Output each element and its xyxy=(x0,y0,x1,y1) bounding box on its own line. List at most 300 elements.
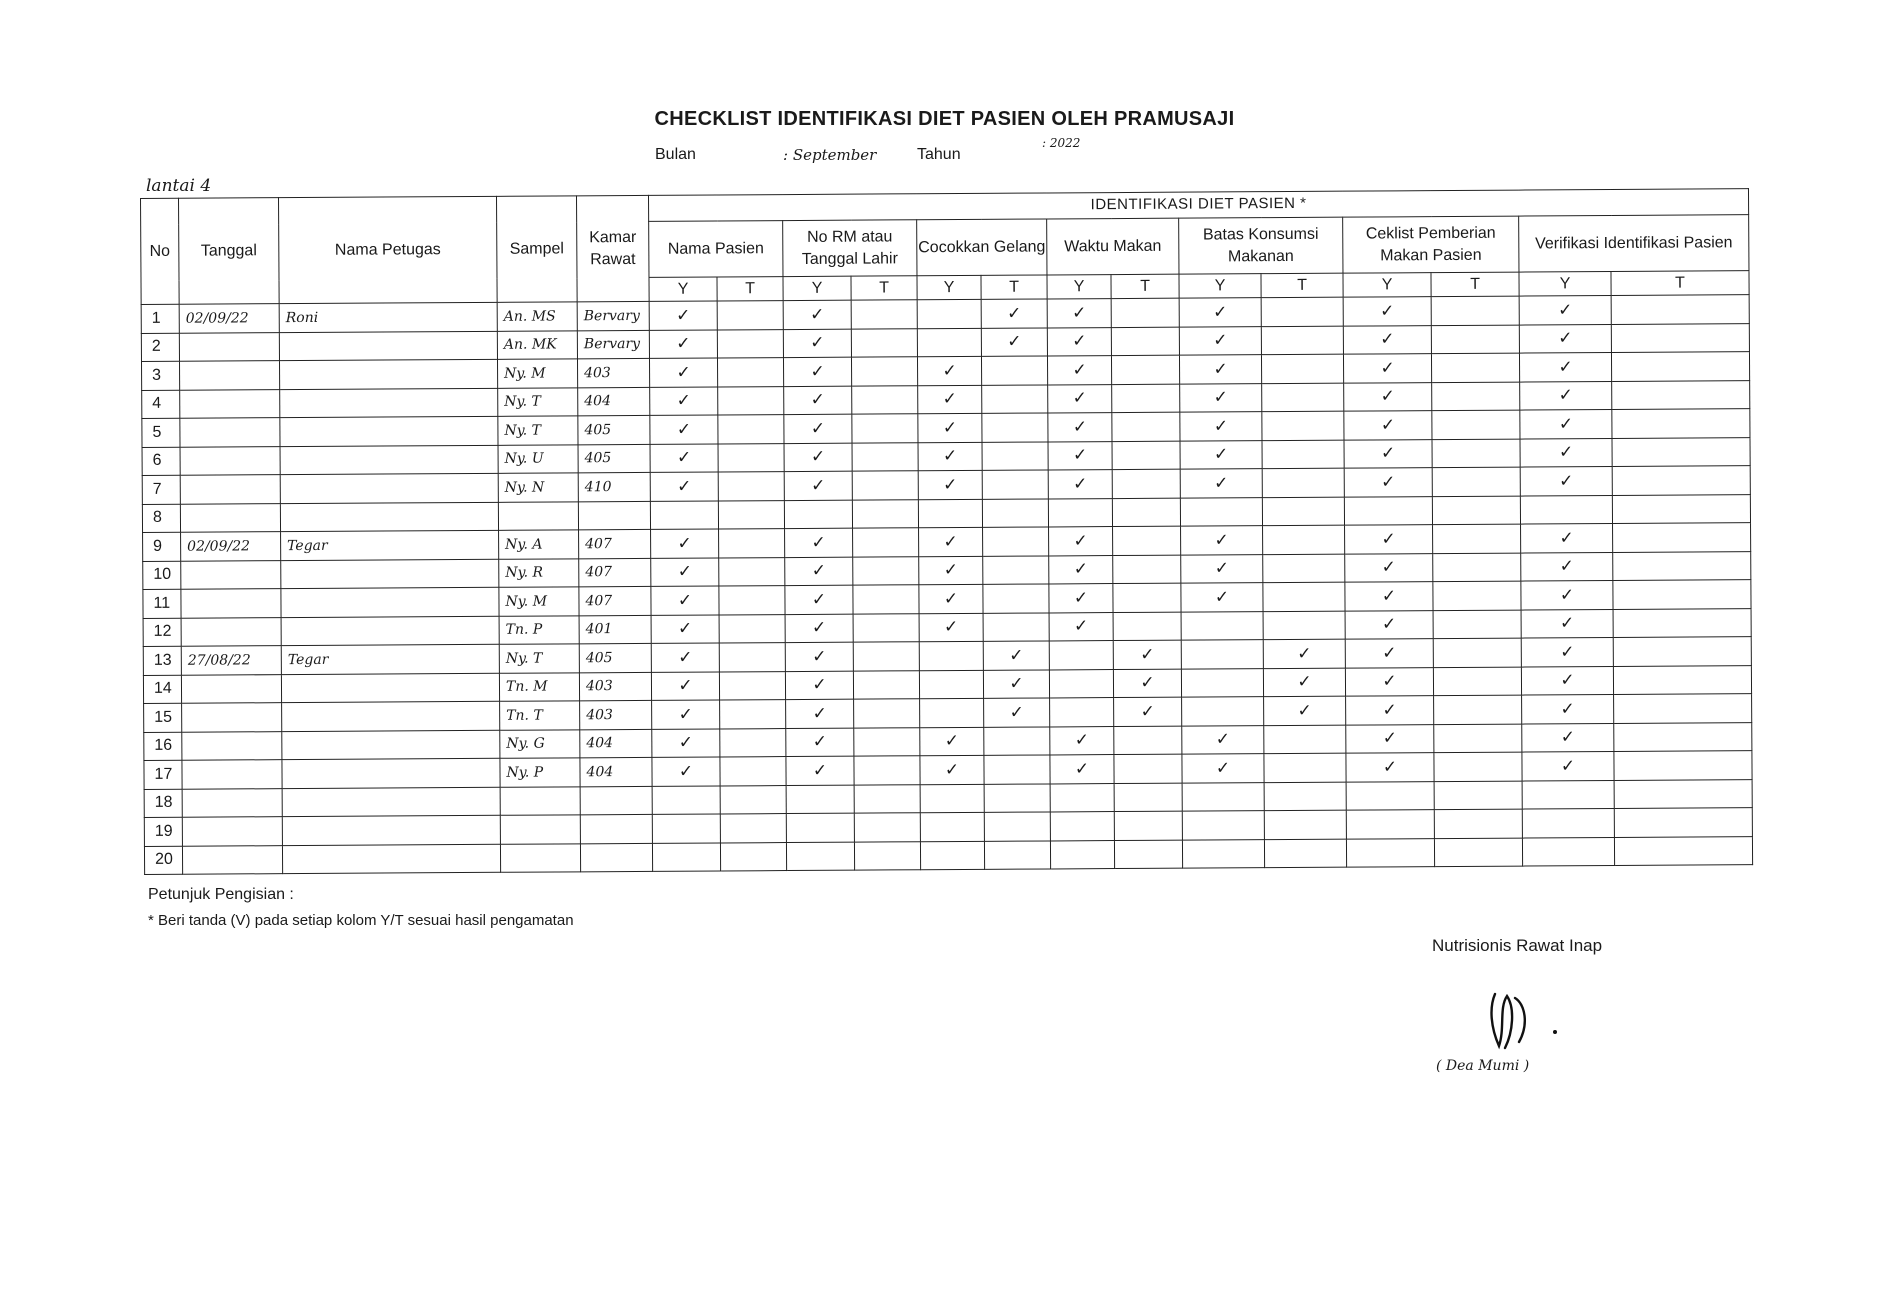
check-cell-y xyxy=(1049,555,1113,584)
check-mark-icon: ✓ xyxy=(1560,755,1576,776)
check-mark-icon: ✓ xyxy=(810,333,825,353)
bulan-label: Bulan xyxy=(655,146,696,163)
check-mark-icon: ✓ xyxy=(1380,329,1395,349)
row-sample: Tn. P xyxy=(499,615,579,644)
row-sample xyxy=(500,786,580,815)
check-mark-icon: ✓ xyxy=(942,446,958,466)
check-cell-t xyxy=(1614,751,1752,780)
check-mark-icon: ✓ xyxy=(1381,472,1396,492)
check-cell-y xyxy=(1521,524,1613,553)
check-cell-t xyxy=(719,671,785,700)
check-cell-y xyxy=(1048,441,1112,470)
check-cell-y xyxy=(1048,470,1112,499)
row-sample: Ny. T xyxy=(498,387,578,416)
check-mark-icon: ✓ xyxy=(678,732,694,752)
bulan-value: : September xyxy=(783,146,877,164)
check-cell-t xyxy=(1612,409,1750,438)
check-cell-y xyxy=(1343,297,1431,326)
check-cell-y xyxy=(1050,755,1114,784)
check-cell-t xyxy=(1111,355,1179,384)
header-criterion: Batas Konsumsi Makanan xyxy=(1179,217,1343,274)
check-cell-t xyxy=(1432,410,1520,439)
check-cell-t xyxy=(1263,668,1345,697)
check-mark-icon: ✓ xyxy=(1559,584,1575,605)
check-cell-y xyxy=(784,443,852,472)
check-cell-y xyxy=(1346,810,1434,839)
check-cell-y xyxy=(1345,610,1433,639)
check-mark-icon: ✓ xyxy=(1007,303,1022,323)
check-cell-t xyxy=(983,669,1049,698)
check-cell-t xyxy=(1433,524,1521,553)
header-y: Y xyxy=(783,276,851,300)
row-date xyxy=(180,418,280,447)
check-cell-y xyxy=(1181,526,1263,555)
check-cell-t xyxy=(720,728,786,757)
check-mark-icon: ✓ xyxy=(1382,643,1397,663)
check-cell-y xyxy=(1344,496,1432,525)
check-cell-t xyxy=(1263,639,1345,668)
check-cell-t xyxy=(1261,297,1343,326)
row-sample xyxy=(500,815,580,844)
header-y: Y xyxy=(649,277,717,301)
check-cell-y xyxy=(1047,299,1111,328)
check-cell-y xyxy=(1520,410,1612,439)
check-mark-icon: ✓ xyxy=(943,588,959,608)
check-cell-t xyxy=(852,414,918,443)
floor-label: lantai 4 xyxy=(146,176,212,196)
check-cell-y xyxy=(918,499,982,528)
header-criterion: Ceklist Pemberian Makan Pasien xyxy=(1343,216,1519,273)
row-number: 7 xyxy=(142,475,180,504)
check-cell-t xyxy=(984,783,1050,812)
check-mark-icon: ✓ xyxy=(1009,673,1024,693)
check-mark-icon: ✓ xyxy=(1297,672,1312,692)
check-mark-icon: ✓ xyxy=(942,417,958,437)
row-date xyxy=(179,332,279,361)
check-cell-y xyxy=(920,812,984,841)
check-cell-t xyxy=(1611,352,1749,381)
header-t: T xyxy=(1431,272,1519,297)
check-mark-icon: ✓ xyxy=(1214,530,1229,550)
check-cell-y xyxy=(1182,811,1264,840)
check-cell-y xyxy=(920,841,984,870)
row-officer xyxy=(280,416,498,446)
check-cell-t xyxy=(720,700,786,729)
check-mark-icon: ✓ xyxy=(1007,331,1022,351)
check-cell-y xyxy=(785,557,853,586)
check-cell-t xyxy=(1263,611,1345,640)
check-cell-t xyxy=(854,727,920,756)
check-cell-t xyxy=(1614,808,1752,837)
check-cell-y xyxy=(1179,326,1261,355)
check-cell-t xyxy=(1433,638,1521,667)
check-cell-t xyxy=(1612,466,1750,495)
signature-title: Nutrisionis Rawat Inap xyxy=(1432,936,1603,955)
check-cell-y xyxy=(920,727,984,756)
check-cell-y xyxy=(1182,754,1264,783)
row-room xyxy=(580,786,652,815)
check-mark-icon: ✓ xyxy=(1559,527,1574,548)
row-officer xyxy=(281,673,499,703)
check-cell-y xyxy=(1182,697,1264,726)
check-cell-y xyxy=(1182,782,1264,811)
check-mark-icon: ✓ xyxy=(1297,643,1312,663)
check-cell-y xyxy=(1049,669,1113,698)
check-cell-t xyxy=(1261,354,1343,383)
check-cell-y xyxy=(652,728,720,757)
check-mark-icon: ✓ xyxy=(1558,300,1573,320)
row-room: 405 xyxy=(579,643,651,672)
row-sample: Ny. M xyxy=(497,359,577,388)
check-cell-y xyxy=(919,556,983,585)
checklist-table xyxy=(140,188,1753,875)
check-cell-y xyxy=(1050,726,1114,755)
row-officer xyxy=(280,502,498,532)
check-cell-t xyxy=(719,586,785,615)
header-identifikasi-diet: IDENTIFIKASI DIET PASIEN * xyxy=(648,189,1748,222)
header-sampel: Sampel xyxy=(496,196,577,302)
check-cell-t xyxy=(984,698,1050,727)
check-cell-t xyxy=(1433,553,1521,582)
check-cell-y xyxy=(917,356,981,385)
row-number: 1 xyxy=(141,304,179,333)
header-criterion: Nama Pasien xyxy=(649,221,783,278)
check-cell-t xyxy=(851,357,917,386)
check-cell-y xyxy=(1047,327,1111,356)
check-cell-y xyxy=(919,670,983,699)
row-date xyxy=(182,731,282,760)
check-cell-t xyxy=(981,327,1047,356)
check-cell-t xyxy=(718,443,784,472)
row-officer xyxy=(281,559,499,589)
tahun-label: Tahun xyxy=(917,146,961,163)
header-t: T xyxy=(717,277,783,301)
check-cell-t xyxy=(1261,326,1343,355)
row-sample: Ny. A xyxy=(499,530,579,559)
check-cell-t xyxy=(1614,836,1752,865)
check-cell-y xyxy=(1050,783,1114,812)
check-cell-y xyxy=(1344,411,1432,440)
row-sample: Tn. T xyxy=(500,701,580,730)
check-cell-y xyxy=(1180,497,1262,526)
check-mark-icon: ✓ xyxy=(1072,331,1087,351)
check-cell-y xyxy=(786,728,854,757)
row-officer xyxy=(281,616,499,646)
row-officer xyxy=(282,815,500,845)
check-cell-t xyxy=(1113,669,1181,698)
row-number: 9 xyxy=(143,532,181,561)
check-mark-icon: ✓ xyxy=(1382,728,1398,748)
row-date xyxy=(181,560,281,589)
check-mark-icon: ✓ xyxy=(1560,698,1575,719)
check-cell-y xyxy=(651,529,719,558)
row-date xyxy=(182,703,282,732)
row-officer xyxy=(282,701,500,731)
row-date xyxy=(182,788,282,817)
check-cell-t xyxy=(1114,811,1182,840)
check-cell-t xyxy=(1262,497,1344,526)
check-cell-y xyxy=(786,785,854,814)
check-cell-y xyxy=(785,642,853,671)
row-room: 405 xyxy=(578,415,650,444)
check-mark-icon: ✓ xyxy=(678,675,693,695)
check-cell-y xyxy=(785,585,853,614)
check-cell-t xyxy=(984,840,1050,869)
page-title: CHECKLIST IDENTIFIKASI DIET PASIEN OLEH PRAMUSAJI xyxy=(654,108,1235,130)
row-officer xyxy=(280,445,498,475)
row-sample: Ny. P xyxy=(500,758,580,787)
check-mark-icon: ✓ xyxy=(1381,557,1396,577)
check-cell-y xyxy=(1519,324,1611,353)
row-number: 20 xyxy=(144,846,182,875)
check-cell-t xyxy=(983,584,1049,613)
check-cell-y xyxy=(1182,839,1264,868)
check-cell-y xyxy=(786,756,854,785)
row-room: 407 xyxy=(579,529,651,558)
check-cell-t xyxy=(717,301,783,330)
check-mark-icon: ✓ xyxy=(677,618,693,638)
check-cell-t xyxy=(1264,810,1346,839)
check-cell-t xyxy=(719,643,785,672)
check-cell-t xyxy=(1264,725,1346,754)
check-mark-icon: ✓ xyxy=(1380,386,1395,406)
row-room: 404 xyxy=(580,757,652,786)
check-cell-y xyxy=(1182,725,1264,754)
signature-name: ( Dea Mumi ) xyxy=(1436,1058,1530,1074)
check-cell-y xyxy=(1049,527,1113,556)
check-mark-icon: ✓ xyxy=(1213,302,1228,322)
check-mark-icon: ✓ xyxy=(1558,357,1573,377)
row-number: 15 xyxy=(144,703,182,732)
check-cell-t xyxy=(1262,411,1344,440)
check-cell-t xyxy=(984,812,1050,841)
row-officer: Tegar xyxy=(281,530,499,560)
header-y: Y xyxy=(1343,273,1431,298)
row-number: 6 xyxy=(142,447,180,476)
check-mark-icon: ✓ xyxy=(811,589,827,609)
check-cell-y xyxy=(650,415,718,444)
row-room: 410 xyxy=(578,472,650,501)
header-t: T xyxy=(851,276,917,300)
check-cell-t xyxy=(1612,494,1750,523)
check-cell-t xyxy=(1614,779,1752,808)
check-cell-y xyxy=(1049,612,1113,641)
check-cell-y xyxy=(920,784,984,813)
row-officer xyxy=(282,844,500,874)
check-cell-t xyxy=(1113,583,1181,612)
check-cell-y xyxy=(786,699,854,728)
check-cell-t xyxy=(718,386,784,415)
row-sample xyxy=(500,843,580,872)
check-cell-t xyxy=(719,614,785,643)
check-cell-t xyxy=(717,329,783,358)
check-cell-y xyxy=(651,557,719,586)
check-cell-t xyxy=(1434,752,1522,781)
row-officer: Roni xyxy=(279,302,497,332)
check-cell-y xyxy=(651,671,719,700)
row-room: Bervary xyxy=(577,301,649,330)
check-mark-icon: ✓ xyxy=(810,390,825,410)
header-y: Y xyxy=(1179,274,1261,299)
check-mark-icon: ✓ xyxy=(1213,444,1229,464)
check-mark-icon: ✓ xyxy=(811,618,827,638)
header-no: No xyxy=(141,198,180,304)
row-number: 11 xyxy=(143,589,181,618)
check-cell-t xyxy=(1432,382,1520,411)
check-cell-t xyxy=(1611,295,1749,324)
check-cell-t xyxy=(1433,581,1521,610)
check-cell-y xyxy=(1179,355,1261,384)
row-room: 405 xyxy=(578,444,650,473)
check-cell-t xyxy=(1433,610,1521,639)
check-mark-icon: ✓ xyxy=(1073,616,1089,636)
check-cell-t xyxy=(853,613,919,642)
check-mark-icon: ✓ xyxy=(1214,473,1229,493)
check-cell-t xyxy=(1113,640,1181,669)
check-cell-t xyxy=(853,642,919,671)
check-cell-t xyxy=(1263,582,1345,611)
check-mark-icon: ✓ xyxy=(676,362,691,382)
check-cell-y xyxy=(649,329,717,358)
check-mark-icon: ✓ xyxy=(1558,442,1574,462)
row-officer xyxy=(281,587,499,617)
check-mark-icon: ✓ xyxy=(1074,730,1090,750)
check-mark-icon: ✓ xyxy=(677,533,692,553)
row-date xyxy=(180,503,280,532)
header-t: T xyxy=(1111,274,1179,298)
check-mark-icon: ✓ xyxy=(943,531,958,551)
check-cell-y xyxy=(1181,668,1263,697)
check-cell-y xyxy=(652,700,720,729)
check-cell-y xyxy=(650,472,718,501)
row-date: 02/09/22 xyxy=(181,532,281,561)
check-cell-t xyxy=(718,472,784,501)
check-cell-t xyxy=(1114,697,1182,726)
check-cell-t xyxy=(1432,439,1520,468)
row-date xyxy=(181,617,281,646)
row-room: 403 xyxy=(580,700,652,729)
check-cell-y xyxy=(785,528,853,557)
row-room xyxy=(578,501,650,530)
check-cell-t xyxy=(854,784,920,813)
check-cell-y xyxy=(918,442,982,471)
check-mark-icon: ✓ xyxy=(811,561,826,581)
row-number: 5 xyxy=(142,418,180,447)
instructions-item: * Beri tanda (V) pada setiap kolom Y/T sesuai hasil pengamatan xyxy=(148,912,574,929)
check-cell-y xyxy=(649,358,717,387)
check-mark-icon: ✓ xyxy=(676,390,691,410)
check-cell-y xyxy=(783,357,851,386)
check-cell-t xyxy=(983,641,1049,670)
check-mark-icon: ✓ xyxy=(1072,416,1088,437)
check-cell-y xyxy=(1179,298,1261,327)
check-mark-icon: ✓ xyxy=(1213,330,1228,350)
check-mark-icon: ✓ xyxy=(1560,670,1575,690)
check-cell-y xyxy=(1519,296,1611,325)
check-mark-icon: ✓ xyxy=(677,561,692,581)
check-cell-t xyxy=(1112,412,1180,441)
check-cell-y xyxy=(1346,753,1434,782)
check-cell-t xyxy=(983,555,1049,584)
check-cell-y xyxy=(1522,780,1614,809)
check-mark-icon: ✓ xyxy=(811,532,826,552)
check-cell-y xyxy=(918,470,982,499)
check-mark-icon: ✓ xyxy=(1382,671,1397,691)
check-cell-t xyxy=(1262,440,1344,469)
row-number: 13 xyxy=(143,646,181,675)
row-officer xyxy=(282,787,500,817)
check-cell-t xyxy=(1262,468,1344,497)
check-cell-y xyxy=(919,527,983,556)
check-cell-y xyxy=(783,329,851,358)
row-date xyxy=(180,446,280,475)
check-cell-y xyxy=(1345,553,1433,582)
check-cell-t xyxy=(1262,383,1344,412)
row-sample: Ny. U xyxy=(498,444,578,473)
check-mark-icon: ✓ xyxy=(1380,443,1396,463)
row-sample: An. MS xyxy=(497,302,577,331)
check-cell-t xyxy=(1264,782,1346,811)
check-cell-y xyxy=(920,698,984,727)
check-mark-icon: ✓ xyxy=(1559,613,1575,633)
row-room: 404 xyxy=(580,729,652,758)
check-cell-t xyxy=(853,670,919,699)
check-mark-icon: ✓ xyxy=(944,731,960,751)
check-cell-t xyxy=(1112,498,1180,527)
check-mark-icon: ✓ xyxy=(1072,388,1087,408)
row-sample: Ny. M xyxy=(499,587,579,616)
check-mark-icon: ✓ xyxy=(1072,445,1088,465)
header-y: Y xyxy=(1047,275,1111,299)
check-mark-icon: ✓ xyxy=(1074,758,1090,779)
check-cell-y xyxy=(1048,498,1112,527)
check-cell-t xyxy=(983,612,1049,641)
check-cell-t xyxy=(1111,298,1179,327)
check-cell-y xyxy=(1048,413,1112,442)
check-cell-t xyxy=(1263,525,1345,554)
check-cell-t xyxy=(1431,296,1519,325)
check-mark-icon: ✓ xyxy=(1213,416,1229,436)
check-cell-y xyxy=(1180,383,1262,412)
row-officer xyxy=(282,758,500,788)
check-cell-y xyxy=(1181,611,1263,640)
check-cell-t xyxy=(982,470,1048,499)
check-mark-icon: ✓ xyxy=(1380,358,1395,378)
check-cell-t xyxy=(984,755,1050,784)
check-mark-icon: ✓ xyxy=(1073,559,1088,579)
check-cell-y xyxy=(1522,723,1614,752)
check-cell-y xyxy=(1049,584,1113,613)
check-cell-y xyxy=(1047,356,1111,385)
check-cell-t xyxy=(854,756,920,785)
check-cell-t xyxy=(1434,781,1522,810)
check-mark-icon: ✓ xyxy=(1560,641,1575,662)
check-cell-t xyxy=(717,358,783,387)
row-officer xyxy=(280,388,498,418)
check-mark-icon: ✓ xyxy=(678,761,694,781)
header-y: Y xyxy=(917,275,981,299)
check-cell-t xyxy=(1114,726,1182,755)
row-sample: Ny. N xyxy=(498,473,578,502)
header-criterion: Cocokkan Gelang xyxy=(917,219,1047,276)
check-cell-t xyxy=(981,356,1047,385)
check-cell-t xyxy=(854,699,920,728)
check-mark-icon: ✓ xyxy=(1213,387,1228,407)
check-cell-t xyxy=(1434,695,1522,724)
check-cell-y xyxy=(1345,525,1433,554)
check-cell-t xyxy=(720,785,786,814)
check-mark-icon: ✓ xyxy=(677,476,692,496)
